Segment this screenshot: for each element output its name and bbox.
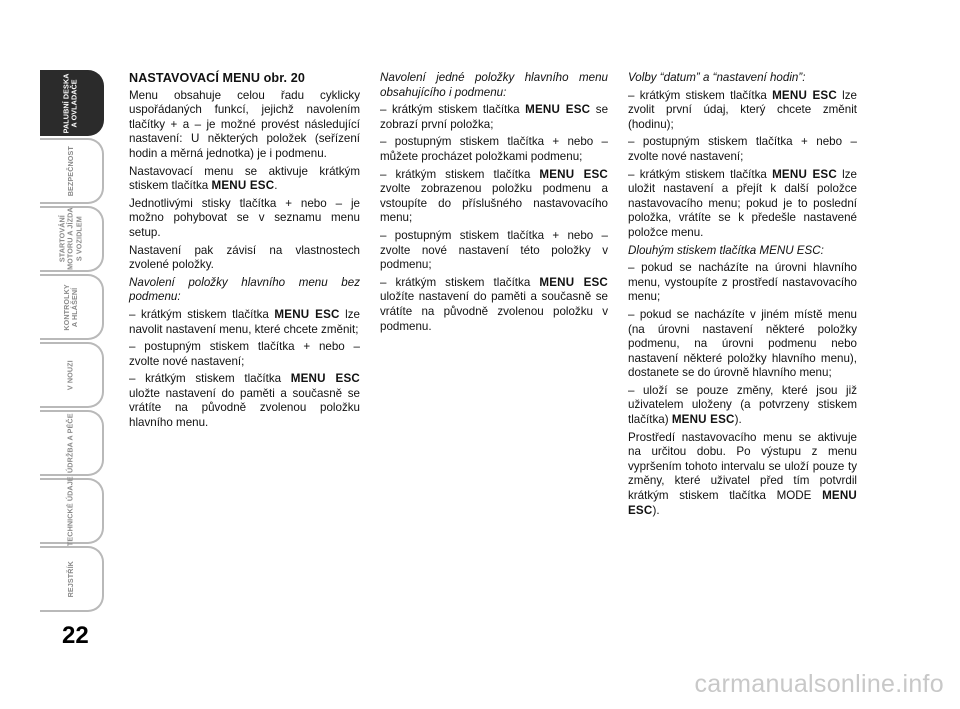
watermark: carmanualsonline.info <box>694 670 944 698</box>
paragraph: – uloží se pouze změny, které jsou již uživatelem uloženy (a potvrzeny stiskem tlačítka) MENU ESC). <box>628 383 857 427</box>
menu-esc-label: MENU ESC <box>539 167 609 181</box>
paragraph: – krátkým stiskem tlačítka MENU ESC lze zvolit první údaj, který chcete změnit (hodinu); <box>628 88 857 131</box>
tab-palubni-deska[interactable] <box>40 70 104 136</box>
tab-label: ÚDRŽBA A PÉČE <box>65 413 75 473</box>
menu-esc-label: MENU ESC <box>290 372 360 386</box>
menu-esc-label: MENU ESC <box>671 413 735 427</box>
paragraph: – pokud se nacházíte na úrovni hlavního menu, vystoupíte z prostředí nastavovacího menu; <box>628 261 857 304</box>
column-3 <box>628 71 857 521</box>
page-number: 22 <box>62 622 89 649</box>
paragraph: – postupným stiskem tlačítka + nebo – zvolte nové nastavení; <box>129 340 360 368</box>
subheading: Navolení jedné položky hlavního menu obsahujícího i podmenu: <box>380 71 608 99</box>
paragraph: – krátkým stiskem tlačítka MENU ESC lze navolit nastavení menu, které chcete změnit; <box>129 307 361 336</box>
paragraph: – krátkým stiskem tlačítka MENU ESC se zobrazí první položka; <box>380 103 609 131</box>
menu-esc-label: MENU ESC <box>274 307 340 321</box>
paragraph: – krátkým stiskem tlačítka MENU ESC zvolte zobrazenou položku podmenu a vstoupíte do příslušného nastavovacího menu; <box>380 167 609 225</box>
tab-technicke-udaje[interactable] <box>40 478 104 544</box>
menu-esc-label: MENU ESC <box>628 489 857 517</box>
paragraph: – krátkým stiskem tlačítka MENU ESC uložíte nastavení do paměti a současně se vrátíte na původně zvolenou položku v podmenu. <box>380 275 609 333</box>
subheading: Volby “datum” a “nastavení hodin”: <box>628 71 806 84</box>
paragraph: – postupným stiskem tlačítka + nebo – můžete procházet položkami podmenu; <box>380 135 608 163</box>
menu-esc-label: MENU ESC <box>211 179 275 193</box>
subheading: Dlouhým stiskem tlačítka MENU ESC: <box>628 243 824 257</box>
paragraph: – pokud se nacházíte v jiném místě menu (na úrovni nastavení některé položky podmenu, na úrovni podmenu nebo nastavení některé položky hlavního menu), dostanete se do úrovně hlavního menu; <box>628 307 857 380</box>
paragraph: – postupným stiskem tlačítka + nebo – zvolte nové nastavení; <box>628 135 857 163</box>
tab-label: V NOUZI <box>65 360 75 390</box>
section-heading: NASTAVOVACÍ MENU obr. 20 <box>129 71 305 85</box>
tab-label: TECHNICKÉ ÚDAJE <box>65 476 75 546</box>
tab-label: STARTOVÁNÍ MOTORU A JÍZDA S VOZIDLEM <box>57 207 84 271</box>
tab-bezpecnost[interactable] <box>40 138 104 204</box>
tab-udrzba[interactable] <box>40 410 104 476</box>
paragraph: Prostředí nastavovacího menu se aktivuje na určitou dobu. Po výstupu z menu vypršením tohoto intervalu se uloží pouze ty změny, které uživatel před tím potvrdil krátkým stiskem tlačítka MODE MENU ESC). <box>628 430 857 517</box>
paragraph: – postupným stiskem tlačítka + nebo – zvolte nové nastavení této položky v podmenu; <box>380 228 608 272</box>
subheading: Navolení položky hlavního menu bez podmenu: <box>129 275 360 304</box>
tab-startovani[interactable] <box>40 206 104 272</box>
paragraph: Menu obsahuje celou řadu cyklicky uspořádaných funkcí, jejichž navolením tlačítky + a – je možné provést následující nastavení: U některých položek (seřízení hodin a měrná jednotka) je i podmenu. <box>129 88 360 160</box>
tab-label: BEZPEČNOST <box>65 145 75 197</box>
column-2 <box>380 71 608 337</box>
tab-label: KONTROLKY A HLÁŠENÍ <box>61 283 79 331</box>
menu-esc-label: MENU ESC <box>772 167 837 181</box>
paragraph: – krátkým stiskem tlačítka MENU ESC uložte nastavení do paměti a současně se vrátíte na původně zvolenou položku hlavního menu. <box>129 372 360 430</box>
menu-esc-label: MENU ESC <box>539 275 609 289</box>
tab-v-nouzi[interactable] <box>40 342 104 408</box>
tab-kontrolky[interactable] <box>40 274 104 340</box>
paragraph: Nastavovací menu se aktivuje krátkým stiskem tlačítka MENU ESC. <box>129 164 360 193</box>
menu-esc-label: MENU ESC <box>772 88 837 102</box>
paragraph: – krátkým stiskem tlačítka MENU ESC lze uložit nastavení a přejít k další položce nastavovacího menu; pokud je to poslední položka, vrátíte se k předešle nastavené položce menu. <box>628 167 857 239</box>
column-1 <box>129 71 360 434</box>
tab-label: PALUBNÍ DESKA A OVLADAČE <box>61 73 79 133</box>
paragraph: Nastavení pak závisí na vlastnostech zvolené položky. <box>129 243 360 272</box>
menu-esc-label: MENU ESC <box>525 103 591 117</box>
tab-rejstrik[interactable] <box>40 546 104 612</box>
tab-label: REJSTŘÍK <box>65 560 75 598</box>
paragraph: Jednotlivými stisky tlačítka + nebo – je možno pohybovat se v seznamu menu setup. <box>129 196 360 239</box>
